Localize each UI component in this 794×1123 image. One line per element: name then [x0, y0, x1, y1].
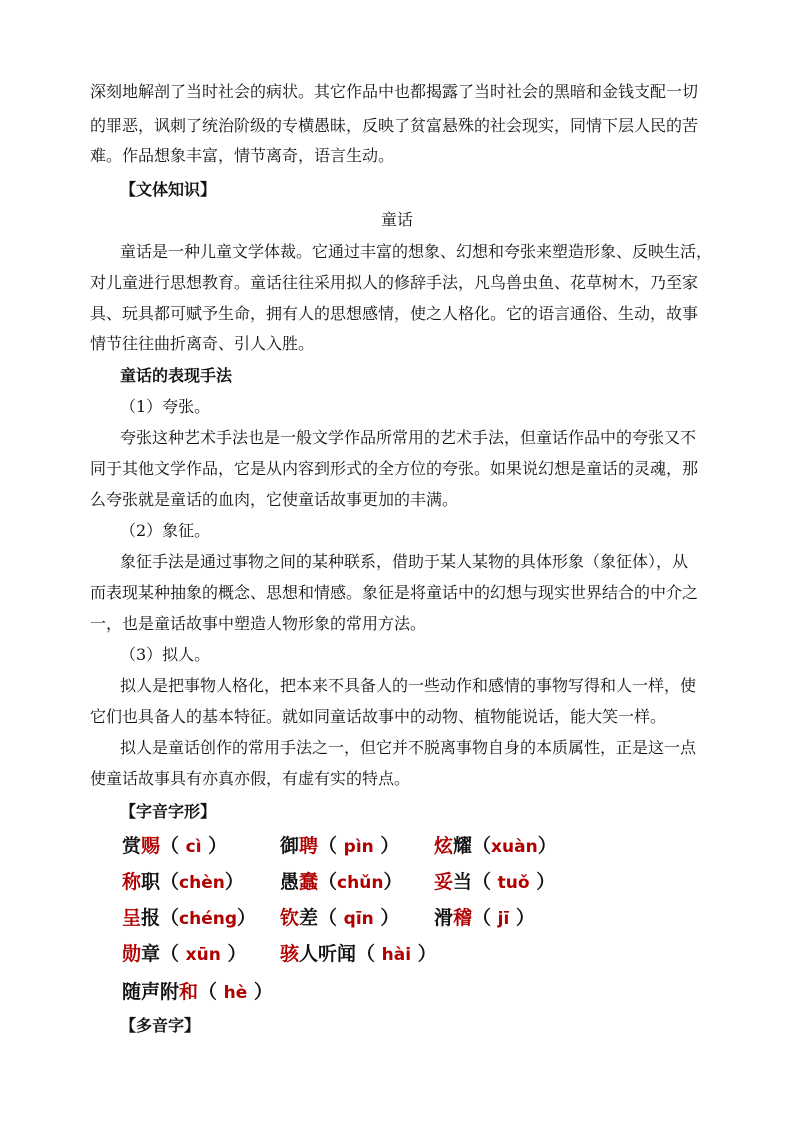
vocab-item: 呈报（chéng）	[122, 907, 257, 929]
technique-3-line: 它们也具备人的基本特征。就如同童话故事中的动物、植物能说话，能大笑一样。	[90, 707, 667, 726]
genre-p1-line: 对儿童进行思想教育。童话往往采用拟人的修辞手法，凡鸟兽虫鱼、花草树木，乃至家	[90, 273, 699, 292]
genre-title: 童话	[380, 210, 413, 229]
vocab-item: 钦差（ qīn ）	[280, 907, 400, 929]
genre-p1-line: 具、玩具都可赋予生命，拥有人的思想感情，使之人格化。它的语言通俗、生动，故事	[90, 304, 699, 323]
technique-2-line: 而表现某种抽象的概念、思想和情感。象征是将童话中的幻想与现实世界结合的中介之	[90, 583, 699, 602]
genre-heading: 【文体知识】	[120, 180, 217, 199]
technique-1-line: 么夸张就是童话的血肉，它使童话故事更加的丰满。	[90, 490, 459, 509]
technique-3-label: （3）拟人。	[120, 645, 211, 664]
intro-line-2: 的罪恶，讽刺了统治阶级的专横愚昧，反映了贫富悬殊的社会现实，同情下层人民的苦	[90, 116, 699, 135]
intro-line-3: 难。作品想象丰富，情节离奇，语言生动。	[90, 146, 395, 165]
polyphone-heading: 【多音字】	[120, 1016, 201, 1035]
genre-p1-line: 情节往往曲折离奇、引人入胜。	[90, 334, 315, 353]
technique-3-line: 使童话故事具有亦真亦假，有虚有实的特点。	[90, 769, 411, 788]
vocab-item: 滑稽（ jī ）	[434, 907, 535, 929]
vocab-item: 骇人听闻（ hài ）	[280, 943, 437, 965]
vocab-item: 妥当（ tuǒ ）	[434, 871, 556, 893]
technique-3-line: 拟人是童话创作的常用手法之一，但它并不脱离事物自身的本质属性，正是这一点	[120, 738, 697, 757]
vocab-item: 称职（chèn）	[122, 871, 244, 893]
vocab-item: 随声附和（ hè ）	[122, 981, 273, 1003]
vocab-item: 御聘（ pìn ）	[280, 835, 400, 857]
technique-2-line: 象征手法是通过事物之间的某种联系，借助于某人某物的具体形象（象征体），从	[120, 552, 689, 571]
technique-1-label: （1）夸张。	[120, 397, 211, 416]
vocab-item: 炫耀（xuàn）	[434, 835, 557, 857]
techniques-heading: 童话的表现手法	[120, 366, 233, 385]
genre-p1-line: 童话是一种儿童文学体裁。它通过丰富的想象、幻想和夸张来塑造形象、反映生活，	[120, 242, 713, 261]
technique-1-line: 同于其他文学作品，它是从内容到形式的全方位的夸张。如果说幻想是童话的灵魂，那	[90, 459, 699, 478]
technique-2-label: （2）象征。	[120, 521, 211, 540]
technique-3-line: 拟人是把事物人格化，把本来不具备人的一些动作和感情的事物写得和人一样，使	[120, 676, 697, 695]
technique-1-line: 夸张这种艺术手法也是一般文学作品所常用的艺术手法，但童话作品中的夸张又不	[120, 428, 697, 447]
technique-2-line: 一，也是童话故事中塑造人物形象的常用方法。	[90, 614, 427, 633]
vocab-item: 赏赐（ cì ）	[122, 835, 228, 857]
intro-line-1: 深刻地解剖了当时社会的病状。其它作品中也都揭露了当时社会的黑暗和金钱支配一切	[90, 82, 699, 101]
vocab-item: 愚蠢（chǔn）	[280, 871, 403, 893]
vocab-item: 勋章（ xūn ）	[122, 943, 247, 965]
pronunciation-heading: 【字音字形】	[120, 802, 217, 821]
